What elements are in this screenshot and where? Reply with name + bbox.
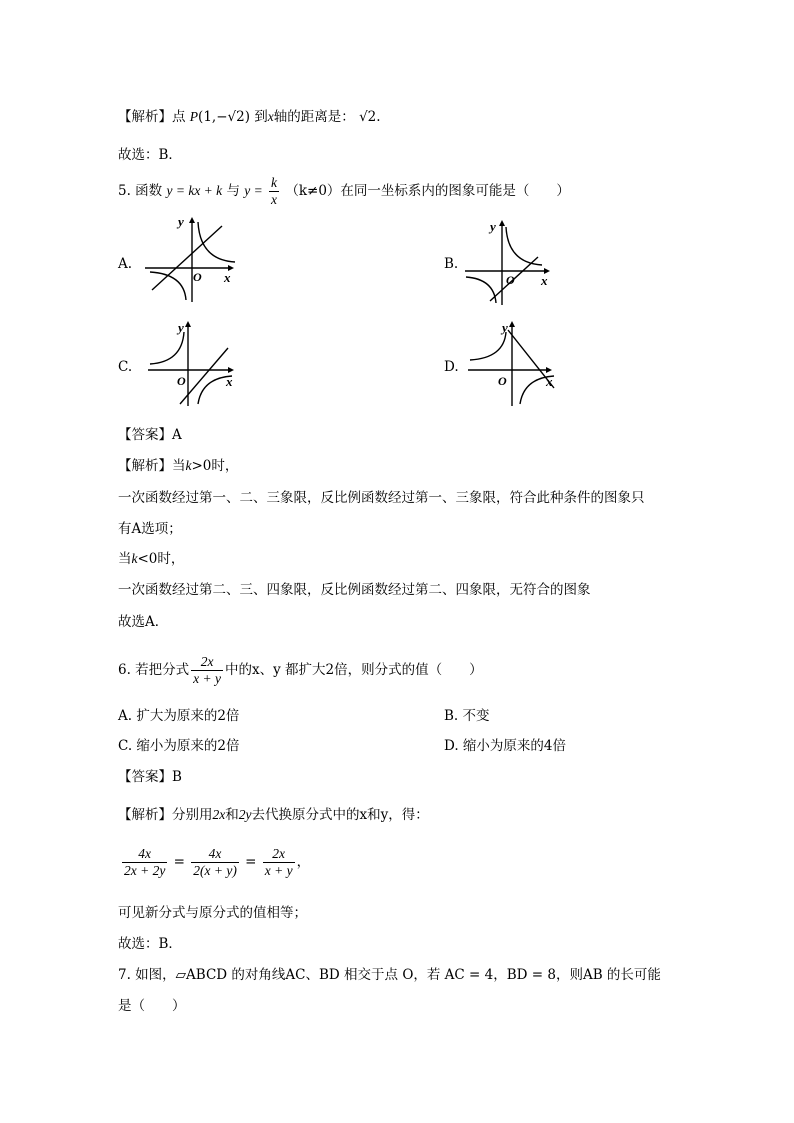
graph-d-y-label: y: [502, 320, 508, 335]
graph-a-y-label: y: [178, 214, 184, 229]
fraction-2x-over-xy: $\frac{2x}{x + y}$: [193, 654, 222, 686]
q6-option-c: C. 缩小为原来的2倍: [118, 738, 240, 754]
graph-d-origin: O: [498, 374, 507, 388]
q5-stem: 5. 函数 y = kx + k 与 y = $\frac{k}{x}$ （k≠0）在同一坐标系内的图象可能是（ ）: [118, 175, 570, 207]
q5-analysis-1: 【解析】当k>0时，: [118, 458, 239, 474]
q6-option-a: A. 扩大为原来的2倍: [118, 708, 240, 724]
q6-equation: $\frac{4x}{2x + 2y}$ = $\frac{4x}{2(x + y)}$ = $\frac{2x}{x + y}$ ，: [124, 846, 311, 878]
graph-c-y-label: y: [178, 320, 184, 335]
q7-stem-line1: 7. 如图，▱ABCD 的对角线AC、BD 相交于点 O，若 AC = 4，BD = 8，则AB 的长可能: [118, 967, 661, 983]
graph-b-y-label: y: [490, 219, 496, 234]
graph-b: [460, 217, 560, 307]
analysis-label: 【解析】: [118, 109, 172, 125]
q6-option-b: B. 不变: [444, 708, 490, 724]
q6-option-d: D. 缩小为原来的4倍: [444, 738, 567, 754]
graph-d-x-label: x: [546, 374, 553, 389]
q5-analysis-5: 一次函数经过第二、三、四象限，反比例函数经过第二、四象限，无符合的图象: [118, 582, 591, 598]
q5-option-a: A.: [118, 256, 133, 272]
q6-choose: 故选：B．: [118, 936, 182, 952]
q5-analysis-3: 有A选项；: [118, 521, 182, 537]
graph-b-origin: O: [506, 273, 515, 287]
q5-option-d: D.: [444, 359, 459, 375]
graph-c-x-label: x: [226, 374, 233, 389]
q7-stem-line2: 是（ ）: [118, 998, 186, 1014]
q5-analysis-6: 故选A．: [118, 614, 169, 630]
q5-option-b: B.: [444, 256, 459, 272]
q5-answer: 【答案】A: [118, 427, 182, 443]
fraction-k-over-x: $\frac{k}{x}$: [271, 175, 278, 207]
graph-a: [140, 214, 240, 304]
q6-answer: 【答案】B: [118, 769, 182, 785]
graph-b-x-label: x: [541, 273, 548, 288]
analysis-line-1: 【解析】点 P(1,−√2) 到x轴的距离是： √2.: [118, 109, 381, 125]
q5-analysis-2: 一次函数经过第一、二、三象限，反比例函数经过第一、三象限，符合此种条件的图象只: [118, 490, 645, 506]
q5-option-c: C.: [118, 359, 133, 375]
choose-line: 故选：B．: [118, 147, 182, 163]
q5-analysis-4: 当k<0时，: [118, 551, 185, 567]
graph-d: [462, 318, 562, 410]
graph-c: [140, 318, 240, 410]
graph-a-x-label: x: [224, 270, 231, 285]
graph-c-origin: O: [177, 374, 186, 388]
graph-a-origin: O: [193, 270, 202, 284]
q6-conclusion: 可见新分式与原分式的值相等；: [118, 905, 307, 921]
q6-stem: 6. 若把分式 $\frac{2x}{x + y}$ 中的x、y 都扩大2倍，则分式的值（ ）: [118, 654, 483, 686]
q6-analysis-1: 【解析】分别用2x和2y去代换原分式中的x和y，得：: [118, 807, 429, 823]
